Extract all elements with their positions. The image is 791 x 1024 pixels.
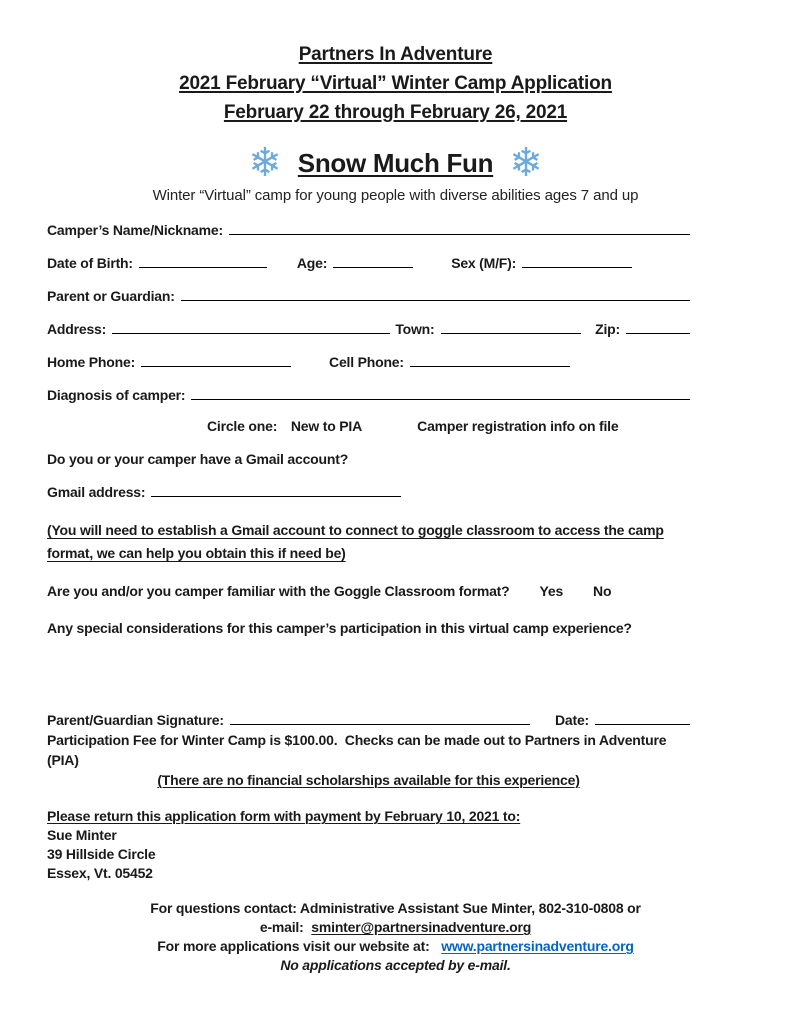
parent-guardian-label: Parent or Guardian: [47, 288, 175, 304]
camp-title: Snow Much Fun [297, 147, 494, 178]
zip-blank-line [626, 320, 690, 334]
email-label: e-mail: [259, 919, 304, 935]
email-line [0, 918, 791, 937]
home-phone-blank-line [141, 353, 291, 367]
camper-name-blank-line [229, 221, 690, 235]
no-email-applications-note: No applications accepted by e-mail. [280, 957, 511, 973]
dob-label: Date of Birth: [47, 255, 133, 271]
return-city-state-zip: Essex, Vt. 05452 [47, 865, 153, 881]
header-date-range: February 22 through February 26, 2021 [223, 102, 568, 123]
home-phone-label: Home Phone: [47, 354, 136, 370]
contact-footer [0, 899, 791, 975]
diagnosis-label: Diagnosis of camper: [47, 387, 186, 403]
diagnosis-blank-line [191, 386, 690, 400]
email-address: sminter@partnersinadventure.org [311, 919, 532, 935]
snowflake-icon: ❄ [248, 141, 282, 185]
signature-label: Parent/Guardian Signature: [47, 712, 224, 728]
participation-fee-line: Participation Fee for Winter Camp is $100.00. Checks can be made out to Partners in Adventure (PIA) [47, 732, 667, 768]
form-body [47, 220, 690, 883]
classroom-question: Are you and/or you camper familiar with the Goggle Classroom format? [47, 583, 510, 599]
header-org-name: Partners In Adventure [298, 44, 493, 65]
address-row [47, 319, 690, 339]
no-option: No [593, 583, 612, 599]
camper-name-label: Camper’s Name/Nickname: [47, 222, 223, 238]
return-contact-name: Sue Minter [47, 827, 117, 843]
circle-option-info-on-file: Camper registration info on file [417, 418, 619, 434]
return-instructions [47, 807, 690, 883]
return-street-address: 39 Hillside Circle [47, 846, 156, 862]
gmail-requirement-note: (You will need to establish a Gmail account to connect to goggle classroom to access the camp format, we can help you obtain this if need be) [47, 522, 664, 561]
snowflake-icon: ❄ [509, 141, 543, 185]
circle-one-row [207, 418, 690, 434]
dob-age-sex-row [47, 253, 690, 273]
gmail-address-blank-line [151, 483, 401, 497]
date-label: Date: [554, 712, 589, 728]
camp-subtitle: Winter “Virtual” camp for young people with diverse abilities ages 7 and up [152, 187, 639, 204]
website-link[interactable]: www.partnersinadventure.org [441, 938, 634, 954]
phones-row [47, 352, 690, 372]
document-header [0, 40, 791, 127]
town-label: Town: [395, 321, 435, 337]
classroom-question-row [47, 581, 690, 601]
parent-guardian-row [47, 286, 690, 306]
gmail-address-label: Gmail address: [47, 484, 146, 500]
address-label: Address: [47, 321, 107, 337]
parent-guardian-blank-line [181, 287, 690, 301]
yes-option: Yes [539, 583, 564, 599]
circle-one-prompt: Circle one: [207, 418, 278, 434]
gmail-address-row [47, 482, 690, 502]
sex-label: Sex (M/F): [451, 255, 517, 271]
zip-label: Zip: [595, 321, 620, 337]
signature-blank-line [230, 711, 530, 725]
age-blank-line [333, 254, 413, 268]
special-considerations-question: Any special considerations for this camper’s participation in this virtual camp experience? [47, 620, 632, 636]
no-scholarships-line: (There are no financial scholarships available for this experience) [157, 772, 580, 788]
dob-blank-line [139, 254, 267, 268]
cell-phone-label: Cell Phone: [329, 354, 404, 370]
age-label: Age: [296, 255, 328, 271]
camper-name-row [47, 220, 690, 240]
circle-option-new-to-pia: New to PIA [290, 418, 362, 434]
gmail-account-question: Do you or your camper have a Gmail account? [47, 451, 349, 467]
website-line [0, 937, 791, 956]
return-deadline-heading: Please return this application form with payment by February 10, 2021 to: [47, 808, 521, 824]
date-blank-line [595, 711, 690, 725]
sex-blank-line [522, 254, 632, 268]
address-blank-line [112, 320, 390, 334]
questions-contact-line: For questions contact: Administrative Assistant Sue Minter, 802-310-0808 or [150, 900, 641, 916]
camp-banner [0, 143, 791, 204]
diagnosis-row [47, 385, 690, 405]
signature-date-row [47, 710, 690, 730]
header-application-title: 2021 February “Virtual” Winter Camp Application [179, 73, 612, 94]
website-label: For more applications visit our website at: [157, 938, 430, 954]
town-blank-line [441, 320, 581, 334]
cell-phone-blank-line [410, 353, 570, 367]
